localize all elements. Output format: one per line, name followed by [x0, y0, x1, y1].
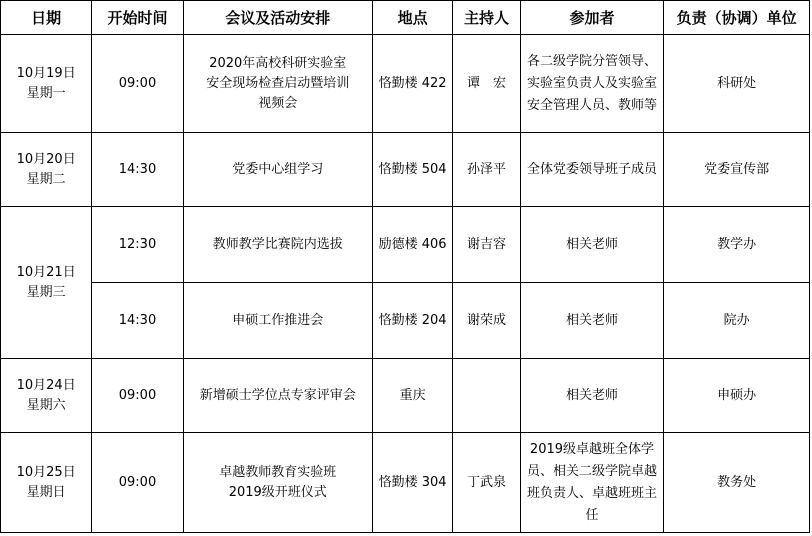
- topic-text: 卓越教师教育实验班2019级开班仪式: [219, 464, 337, 500]
- header-topic: 会议及活动安排: [183, 1, 372, 35]
- location-cell: 恪勤楼 304: [372, 433, 452, 533]
- host-cell: [453, 359, 520, 433]
- unit-cell: 科研处: [664, 35, 810, 133]
- date-cell: [1, 133, 92, 207]
- date-text: 10月21日: [16, 264, 76, 280]
- attendees-cell: 2019级卓越班全体学员、相关二级学院卓越班负责人、卓越班班主任: [520, 433, 664, 533]
- time-cell: 09:00: [92, 433, 183, 533]
- header-time: 开始时间: [92, 1, 183, 35]
- header-date: 日期: [1, 1, 92, 35]
- host-cell: 孙泽平: [453, 133, 520, 207]
- topic-cell: 党委中心组学习: [183, 133, 372, 207]
- weekday-text: 星期日: [26, 484, 66, 500]
- weekday-text: 星期三: [26, 284, 66, 300]
- table-row: [1, 359, 810, 433]
- host-cell: 谭 宏: [453, 35, 520, 133]
- attendees-cell: 相关老师: [520, 207, 664, 283]
- weekday-text: 星期二: [26, 171, 66, 187]
- topic-cell: 教师教学比赛院内选拔: [183, 207, 372, 283]
- date-text: 10月24日: [16, 377, 76, 393]
- weekday-text: 星期一: [26, 85, 66, 101]
- header-row: [1, 1, 810, 35]
- date-text: 10月20日: [16, 151, 76, 167]
- unit-cell: 院办: [664, 283, 810, 359]
- date-cell: [1, 207, 92, 359]
- table-row: [1, 283, 810, 359]
- weekday-text: 星期六: [26, 397, 66, 413]
- host-cell: 丁武泉: [453, 433, 520, 533]
- time-cell: 09:00: [92, 35, 183, 133]
- location-cell: 励德楼 406: [372, 207, 452, 283]
- unit-cell: 教学办: [664, 207, 810, 283]
- topic-text: 新增硕士学位点专家评审会: [199, 387, 356, 403]
- unit-cell: 申硕办: [664, 359, 810, 433]
- host-cell: 谢吉容: [453, 207, 520, 283]
- date-text: 10月19日: [16, 65, 76, 81]
- date-cell: [1, 35, 92, 133]
- header-unit: 负责（协调）单位: [664, 1, 810, 35]
- attendees-cell: 全体党委领导班子成员: [520, 133, 664, 207]
- location-cell: 恪勤楼 504: [372, 133, 452, 207]
- table-row: [1, 207, 810, 283]
- time-cell: 12:30: [92, 207, 183, 283]
- attendees-cell: 相关老师: [520, 283, 664, 359]
- topic-cell: 申硕工作推进会: [183, 283, 372, 359]
- topic-cell: [183, 433, 372, 533]
- date-cell: [1, 359, 92, 433]
- topic-cell: [183, 359, 372, 433]
- host-cell: 谢荣成: [453, 283, 520, 359]
- header-location: 地点: [372, 1, 452, 35]
- time-cell: 14:30: [92, 133, 183, 207]
- time-cell: 14:30: [92, 283, 183, 359]
- topic-cell: [183, 35, 372, 133]
- location-cell: 恪勤楼 422: [372, 35, 452, 133]
- header-host: 主持人: [453, 1, 520, 35]
- table-row: [1, 433, 810, 533]
- header-attendees: 参加者: [520, 1, 664, 35]
- location-cell: 恪勤楼 204: [372, 283, 452, 359]
- unit-cell: 教务处: [664, 433, 810, 533]
- topic-text: 2020年高校科研实验室安全现场检查启动暨培训视频会: [206, 55, 350, 111]
- date-text: 10月25日: [16, 464, 76, 480]
- time-cell: 09:00: [92, 359, 183, 433]
- location-cell: 重庆: [372, 359, 452, 433]
- attendees-cell: 各二级学院分管领导、实验室负责人及实验室安全管理人员、教师等: [520, 35, 664, 133]
- unit-cell: 党委宣传部: [664, 133, 810, 207]
- table-row: [1, 133, 810, 207]
- attendees-cell: 相关老师: [520, 359, 664, 433]
- table-row: [1, 35, 810, 133]
- date-cell: [1, 433, 92, 533]
